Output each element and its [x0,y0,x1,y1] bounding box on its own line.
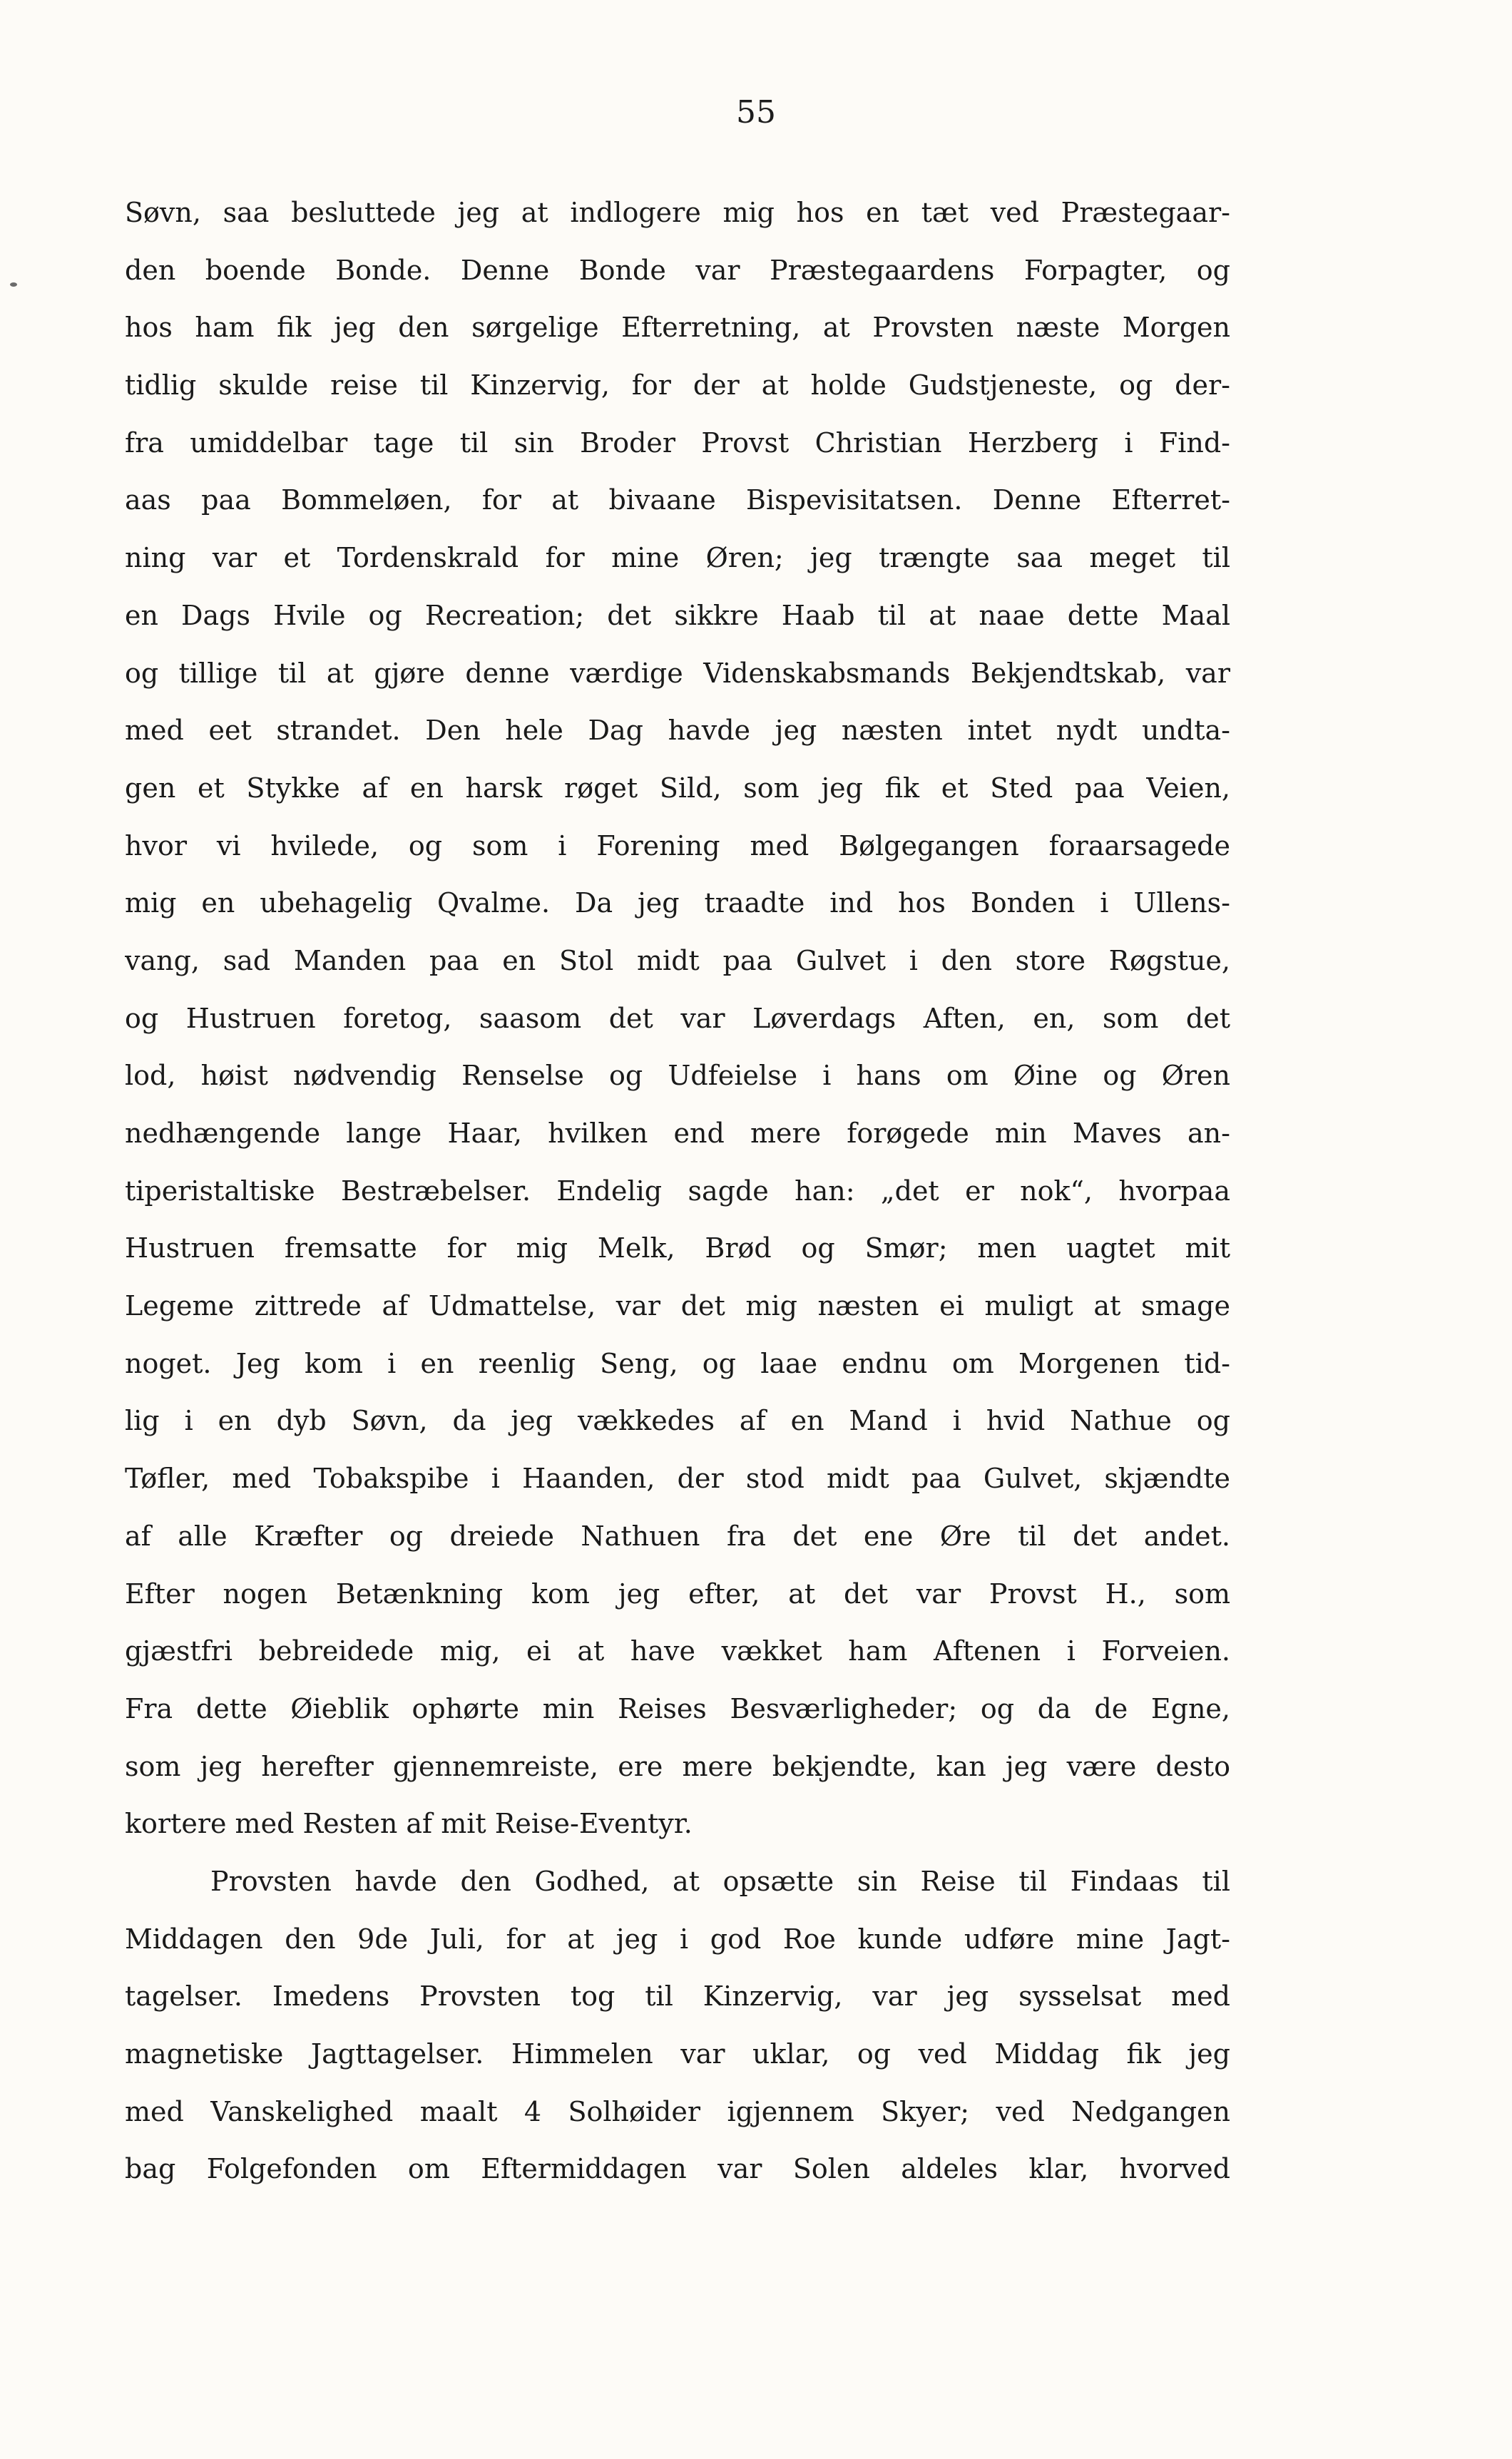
text-line: Efter nogen Betænkning kom jeg efter, at det var Provst H., som [125,1578,1230,1610]
page-number: 55 [736,94,776,131]
text-line: tagelser. Imedens Provsten tog til Kinzervig, var jeg sysselsat med [125,1980,1230,2013]
text-line: bag Folgefonden om Eftermiddagen var Solen aldeles klar, hvorved [125,2153,1230,2185]
text-line: Legeme zittrede af Udmattelse, var det mig næsten ei muligt at smage [125,1290,1230,1322]
body-text [125,184,1230,2198]
text-line: den boende Bonde. Denne Bonde var Præstegaardens Forpagter, og [125,254,1230,286]
text-line: aas paa Bommeløen, for at bivaane Bispevisitatsen. Denne Efterret- [125,484,1230,516]
text-line: en Dags Hvile og Recreation; det sikkre Haab til at naae dette Maal [125,599,1230,631]
paragraph-start-line: Provsten havde den Godhed, at opsætte sin Reise til Findaas til [210,1865,1230,1897]
text-line: og Hustruen foretog, saasom det var Løverdags Aften, en, som det [125,1002,1230,1034]
text-line: Fra dette Øieblik ophørte min Reises Besværligheder; og da de Egne, [125,1692,1230,1724]
paragraph-end-line: kortere med Resten af mit Reise-Eventyr. [125,1808,693,1840]
text-line: Middagen den 9de Juli, for at jeg i god Roe kunde udføre mine Jagt- [125,1923,1230,1955]
text-line: noget. Jeg kom i en reenlig Seng, og laae endnu om Morgenen tid- [125,1347,1230,1379]
text-line: med Vanskelighed maalt 4 Solhøider igjennem Skyer; ved Nedgangen [125,2095,1230,2127]
text-line: tidlig skulde reise til Kinzervig, for der at holde Gudstjeneste, og der- [125,369,1230,402]
text-line: ning var et Tordenskrald for mine Øren; jeg trængte saa meget til [125,542,1230,574]
text-line: mig en ubehagelig Qvalme. Da jeg traadte ind hos Bonden i Ullens- [125,887,1230,919]
margin-speck [10,282,17,287]
text-line: lig i en dyb Søvn, da jeg vækkedes af en Mand i hvid Nathue og [125,1405,1230,1437]
text-line: lod, høist nødvendig Renselse og Udfeielse i hans om Øine og Øren [125,1060,1230,1092]
text-line: magnetiske Jagttagelser. Himmelen var uklar, og ved Middag fik jeg [125,2038,1230,2070]
text-line: fra umiddelbar tage til sin Broder Provst Christian Herzberg i Find- [125,426,1230,459]
text-line: hvor vi hvilede, og som i Forening med Bølgegangen foraarsagede [125,829,1230,862]
text-line: som jeg herefter gjennemreiste, ere mere bekjendte, kan jeg være desto [125,1750,1230,1782]
text-line: og tillige til at gjøre denne værdige Videnskabsmands Bekjendtskab, var [125,657,1230,689]
text-line: vang, sad Manden paa en Stol midt paa Gulvet i den store Røgstue, [125,944,1230,976]
text-line: gen et Stykke af en harsk røget Sild, som jeg fik et Sted paa Veien, [125,772,1230,804]
text-line: nedhængende lange Haar, hvilken end mere forøgede min Maves an- [125,1118,1230,1149]
text-line: Tøfler, med Tobakspibe i Haanden, der stod midt paa Gulvet, skjændte [125,1463,1230,1495]
text-line: hos ham fik jeg den sørgelige Efterretning, at Provsten næste Morgen [125,312,1230,344]
text-line: tiperistaltiske Bestræbelser. Endelig sagde han: „det er nok“, hvorpaa [125,1175,1230,1207]
text-line: gjæstfri bebreidede mig, ei at have vækket ham Aftenen i Forveien. [125,1635,1230,1667]
text-line: Søvn, saa besluttede jeg at indlogere mig hos en tæt ved Præstegaar- [125,197,1230,228]
text-line: med eet strandet. Den hele Dag havde jeg næsten intet nydt undta- [125,715,1230,747]
text-line: Hustruen fremsatte for mig Melk, Brød og Smør; men uagtet mit [125,1232,1230,1264]
text-line: af alle Kræfter og dreiede Nathuen fra det ene Øre til det andet. [125,1520,1230,1552]
